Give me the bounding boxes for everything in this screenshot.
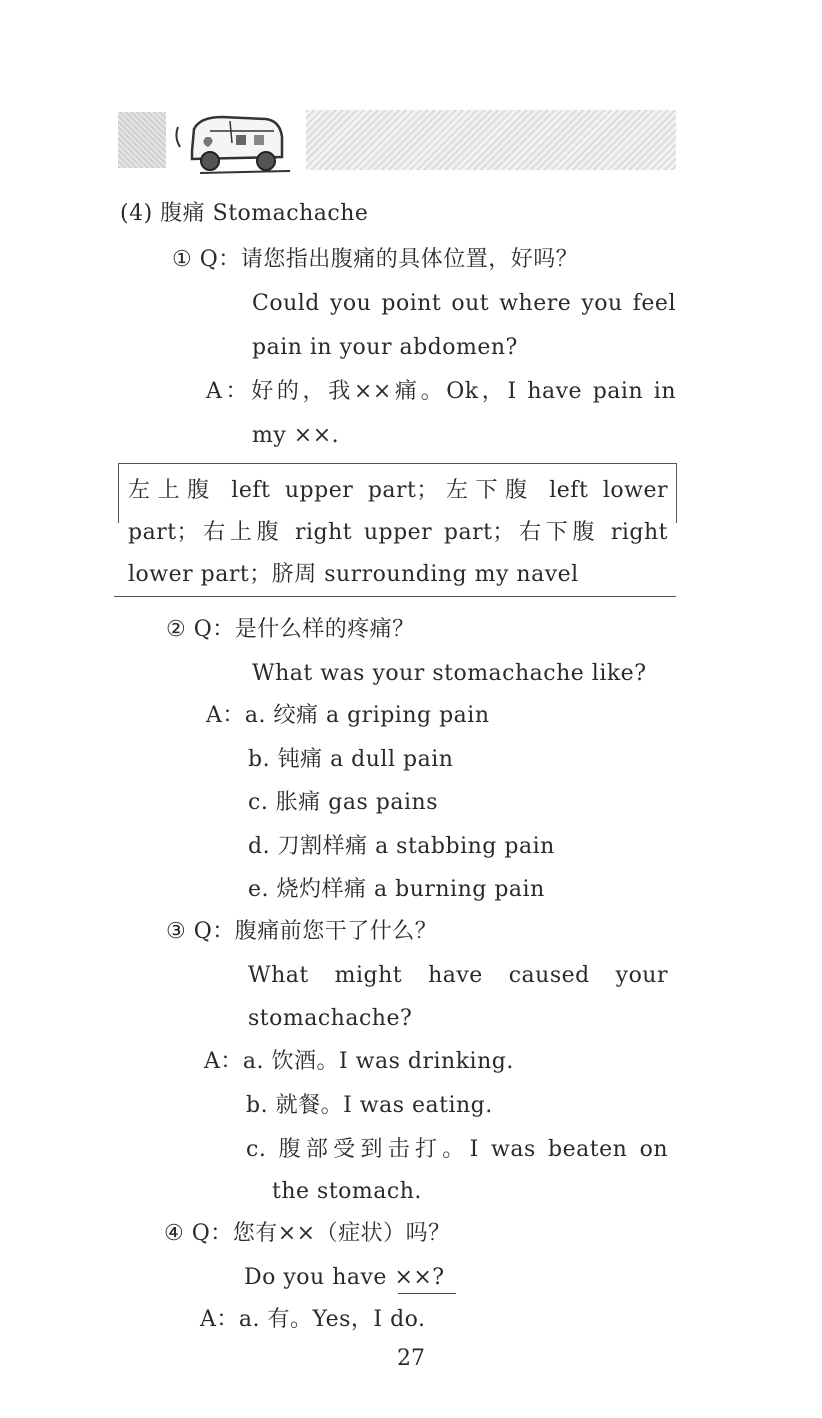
header-decoration: [118, 108, 676, 172]
q3-question-en-1: What might have caused your: [248, 963, 668, 988]
header-band-right: [306, 110, 676, 170]
q3-answer-c-cont: the stomach.: [272, 1179, 422, 1204]
vocab-box-top-rule: [118, 463, 676, 464]
vocab-box-right-rule: [676, 463, 677, 523]
q2-answer-a: A：a. 绞痛 a griping pain: [206, 703, 490, 728]
q3-answer-c: c. 腹部受到击打。I was beaten on: [246, 1137, 668, 1162]
q4-answer: A：a. 有。Yes，I do.: [200, 1307, 426, 1332]
ambulance-icon: [170, 107, 300, 179]
q1-answer-2: my ××.: [252, 423, 340, 448]
vocab-line-2: part；右上腹 right upper part；右下腹 right: [128, 520, 668, 545]
q3-answer-a: A：a. 饮酒。I was drinking.: [204, 1049, 514, 1074]
q1-question-en-2: pain in your abdomen?: [252, 335, 518, 360]
q1-question-cn: ① Q：请您指出腹痛的具体位置，好吗？: [172, 247, 579, 272]
q2-question-en: What was your stomachache like?: [252, 661, 647, 686]
q2-answer-d: d. 刀割样痛 a stabbing pain: [248, 834, 555, 859]
vocab-line-1: 左上腹 left upper part；左下腹 left lower: [128, 478, 668, 503]
q2-answer-e: e. 烧灼样痛 a burning pain: [248, 877, 545, 902]
vocab-box-left-rule: [118, 463, 119, 523]
section-heading: (4) 腹痛 Stomachache: [120, 201, 369, 226]
blank-underline: [398, 1293, 456, 1294]
vocab-box-bottom-rule: [114, 596, 676, 597]
q2-answer-b: b. 钝痛 a dull pain: [248, 747, 454, 772]
q4-question-en: Do you have ××?: [244, 1265, 445, 1290]
page-number: 27: [397, 1346, 425, 1371]
q1-answer-1: A：好的，我××痛。Ok，I have pain in: [206, 379, 676, 404]
q2-question-cn: ② Q：是什么样的疼痛？: [166, 617, 415, 642]
q4-question-cn: ④ Q：您有××（症状）吗？: [164, 1221, 451, 1246]
header-band-left: [118, 112, 166, 168]
q2-answer-c: c. 胀痛 gas pains: [248, 790, 438, 815]
q3-question-en-2: stomachache?: [248, 1006, 413, 1031]
q3-answer-b: b. 就餐。I was eating.: [246, 1093, 493, 1118]
q3-question-cn: ③ Q：腹痛前您干了什么？: [166, 919, 438, 944]
q1-question-en-1: Could you point out where you feel: [252, 291, 676, 316]
vocab-line-3: lower part；脐周 surrounding my navel: [128, 562, 579, 587]
